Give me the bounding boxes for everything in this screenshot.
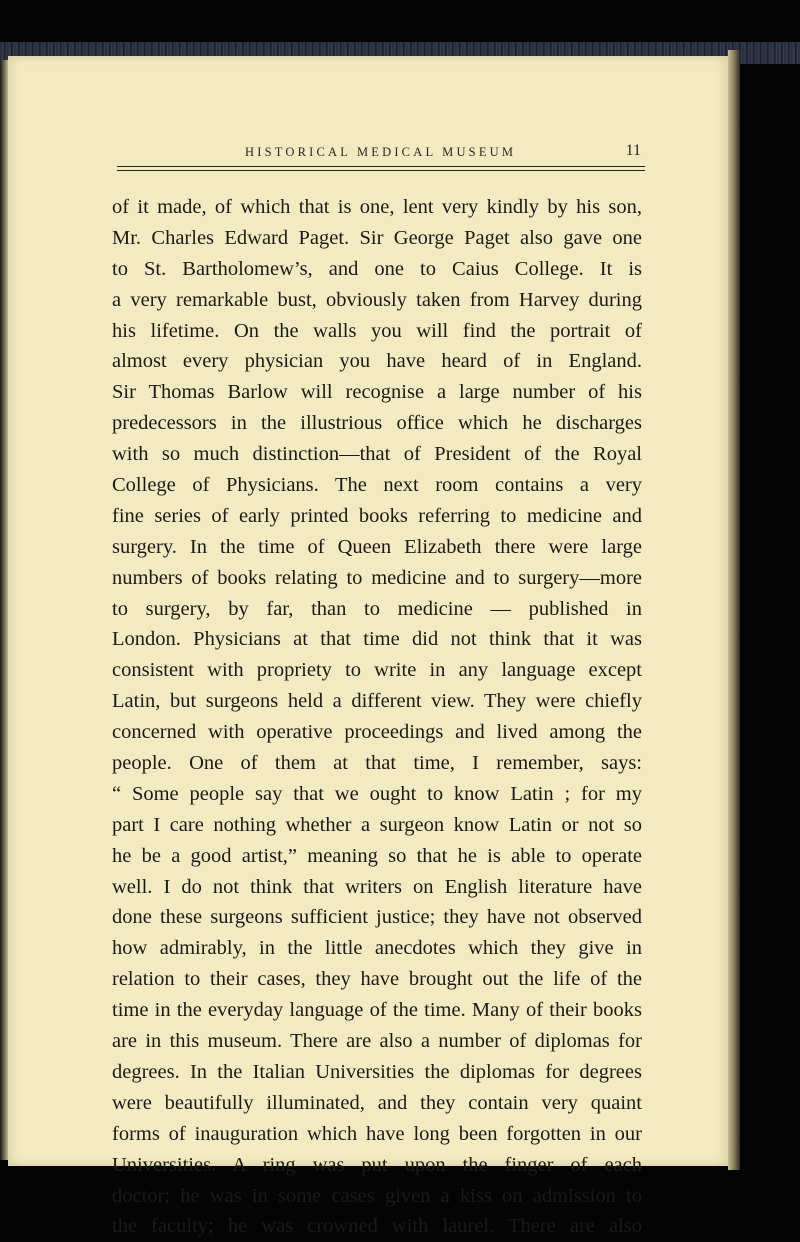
text-line: well. I do not think that writers on English literature have xyxy=(112,875,642,898)
text-line: a very remarkable bust, obviously taken from Harvey during xyxy=(112,288,642,311)
text-line: fine series of early printed books referring to medicine and xyxy=(112,504,642,527)
text-line: consistent with propriety to write in any language except xyxy=(112,659,642,682)
text-line: Mr. Charles Edward Paget. Sir George Paget also gave one xyxy=(112,226,642,249)
text-line: the faculty; he was crowned with laurel. There are also xyxy=(112,1215,642,1238)
text-line: done these surgeons sufficient justice; they have not observed xyxy=(112,906,642,929)
text-line: his lifetime. On the walls you will find the portrait of xyxy=(112,319,642,342)
text-line: “ Some people say that we ought to know Latin ; for my xyxy=(112,782,642,805)
text-line: Universities. A ring was put upon the finger of each xyxy=(112,1153,642,1176)
text-line: surgery. In the time of Queen Elizabeth there were large xyxy=(112,535,642,558)
text-line: are in this museum. There are also a number of diplomas for xyxy=(112,1030,642,1053)
text-line: Sir Thomas Barlow will recognise a large number of his xyxy=(112,381,642,404)
page-number: 11 xyxy=(625,142,641,159)
text-line: of it made, of which that is one, lent very kindly by his son, xyxy=(112,196,642,218)
text-line: people. One of them at that time, I remember, says: xyxy=(112,752,642,775)
text-line: how admirably, in the little anecdotes which they give in xyxy=(112,937,642,960)
text-line: London. Physicians at that time did not think that it was xyxy=(112,628,642,651)
page-right-edge xyxy=(728,50,740,1170)
body-text xyxy=(112,192,642,1242)
text-line: relation to their cases, they have brought out the life of the xyxy=(112,968,642,991)
text-line: concerned with operative proceedings and lived among the xyxy=(112,721,642,744)
text-line: College of Physicians. The next room contains a very xyxy=(112,474,642,497)
text-line: time in the everyday language of the time. Many of their books xyxy=(112,999,642,1022)
text-line: he be a good artist,” meaning so that he is able to operate xyxy=(112,844,642,867)
text-line: numbers of books relating to medicine and to surgery—more xyxy=(112,566,642,589)
running-head xyxy=(117,138,645,167)
page-left-edge xyxy=(0,60,8,1160)
text-line: almost every physician you have heard of in England. xyxy=(112,350,642,373)
text-line: part I care nothing whether a surgeon know Latin or not so xyxy=(112,813,642,836)
running-title: HISTORICAL MEDICAL MUSEUM xyxy=(245,145,517,159)
text-line: to surgery, by far, than to medicine — published in xyxy=(112,597,642,620)
text-line: predecessors in the illustrious office which he discharges xyxy=(112,412,642,435)
text-line: degrees. In the Italian Universities the diplomas for degrees xyxy=(112,1060,642,1083)
text-line: Latin, but surgeons held a different view. They were chiefly xyxy=(112,690,642,713)
text-line: with so much distinction—that of President of the Royal xyxy=(112,443,642,466)
text-line: were beautifully illuminated, and they contain very quaint xyxy=(112,1091,642,1114)
text-line: to St. Bartholomew’s, and one to Caius College. It is xyxy=(112,257,642,280)
text-line: doctor; he was in some cases given a kiss on admission to xyxy=(112,1184,642,1207)
text-line: forms of inauguration which have long been forgotten in our xyxy=(112,1122,642,1145)
